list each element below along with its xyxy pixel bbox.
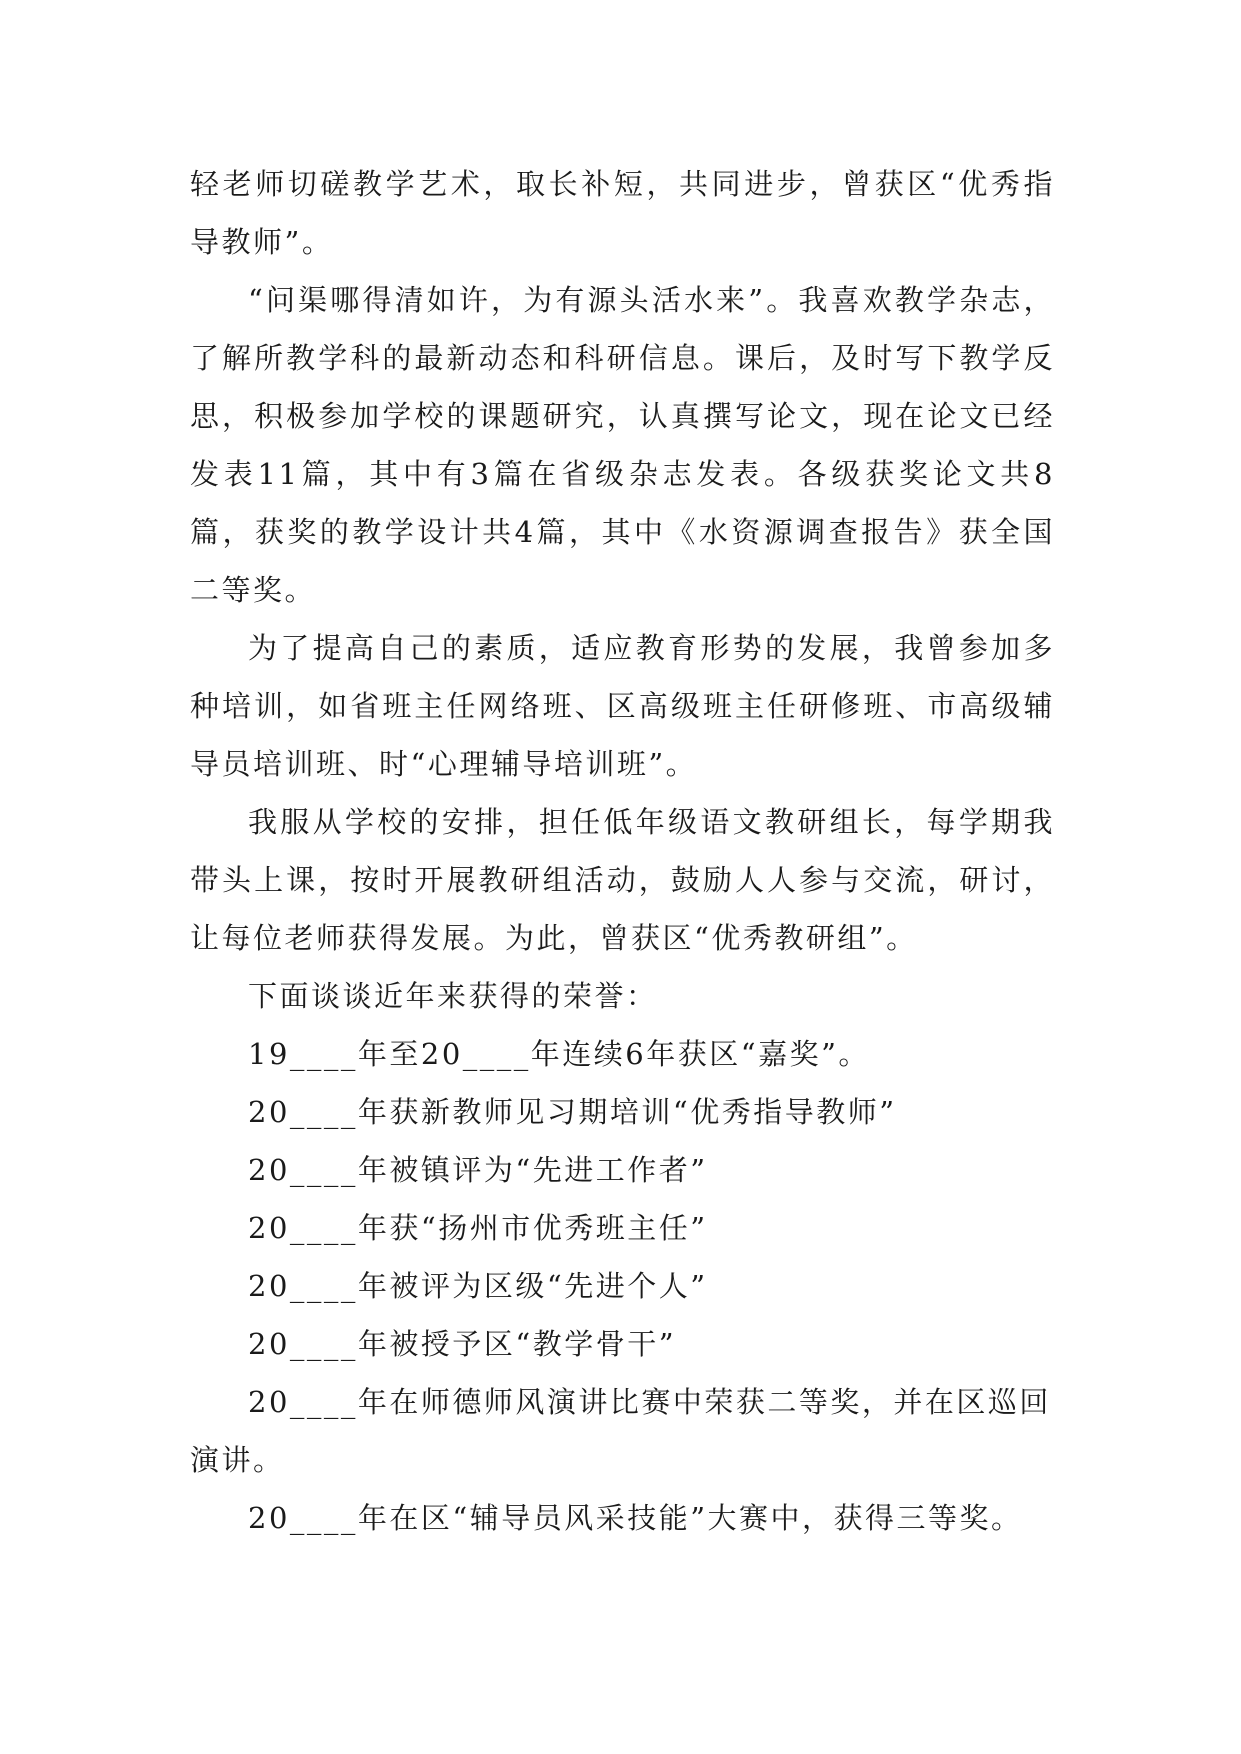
document-page xyxy=(190,155,1055,1547)
honor-item: 20____年被镇评为“先进工作者” xyxy=(248,1153,708,1187)
honors-list xyxy=(190,1025,1055,1547)
honor-item: 20____年被授予区“教学骨干” xyxy=(248,1327,677,1361)
honor-item: 20____年在区“辅导员风采技能”大赛中，获得三等奖。 xyxy=(248,1501,1023,1535)
paragraph-continuation: 轻老师切磋教学艺术，取长补短，共同进步，曾获区“优秀指导教师”。 xyxy=(190,167,1055,259)
paragraph-honors-intro: 下面谈谈近年来获得的荣誉： xyxy=(248,979,658,1013)
paragraph-research: “问渠哪得清如许，为有源头活水来”。我喜欢教学杂志，了解所教学科的最新动态和科研信息。课后，及时写下教学反思，积极参加学校的课题研究，认真撰写论文，现在论文已经发表11篇，其中有3篇在省级杂志发表。各级获奖论文共8篇，获奖的教学设计共4篇，其中《水资源调查报告》获全国二等奖。 xyxy=(190,283,1055,607)
honor-item: 20____年在师德师风演讲比赛中荣获二等奖，并在区巡回演讲。 xyxy=(190,1385,1051,1477)
paragraph-training: 为了提高自己的素质，适应教育形势的发展，我曾参加多种培训，如省班主任网络班、区高级班主任研修班、市高级辅导员培训班、时“心理辅导培训班”。 xyxy=(190,631,1055,781)
honor-item: 20____年被评为区级“先进个人” xyxy=(248,1269,708,1303)
honor-item: 20____年获“扬州市优秀班主任” xyxy=(248,1211,708,1245)
honor-item: 19____年至20____年连续6年获区“嘉奖”。 xyxy=(248,1037,870,1071)
honor-item: 20____年获新教师见习期培训“优秀指导教师” xyxy=(248,1095,897,1129)
paragraph-teaching-group: 我服从学校的安排，担任低年级语文教研组长，每学期我带头上课，按时开展教研组活动，鼓励人人参与交流，研讨，让每位老师获得发展。为此，曾获区“优秀教研组”。 xyxy=(190,805,1055,955)
